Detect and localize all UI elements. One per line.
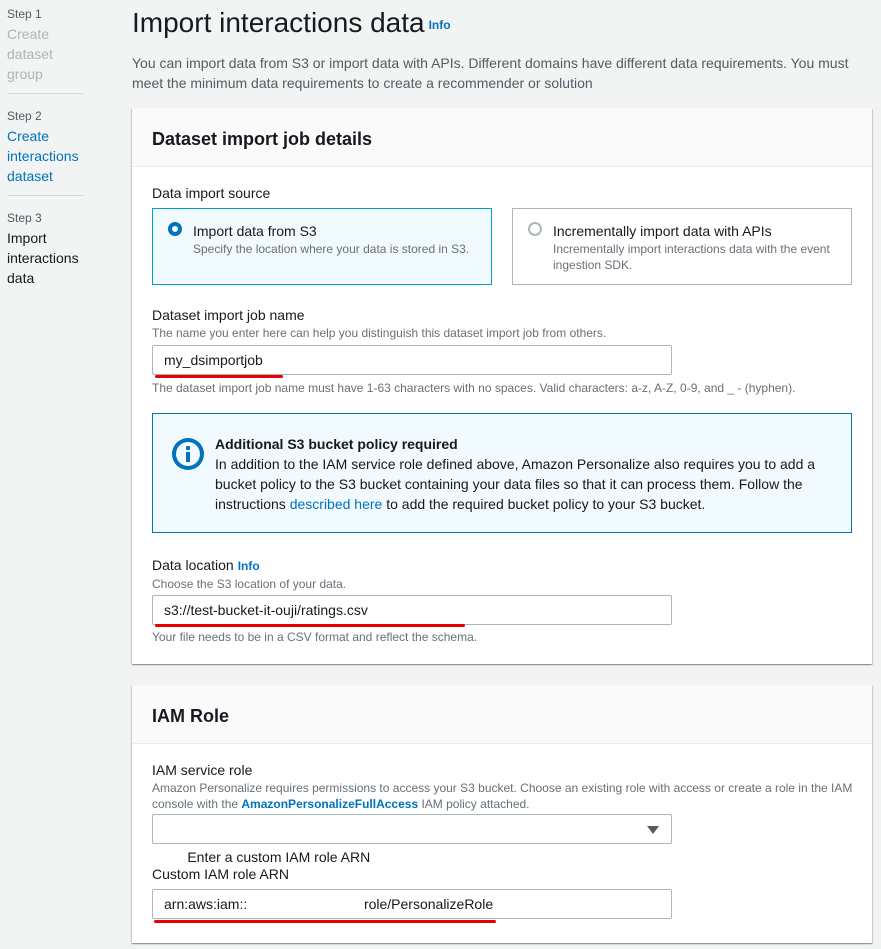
iam-service-role-description: [152, 780, 862, 812]
job-name-input[interactable]: my_dsimportjob: [152, 345, 672, 375]
radio-unselected[interactable]: [528, 222, 542, 236]
job-name-label: Dataset import job name: [152, 307, 305, 323]
step-number: Step 1: [7, 7, 42, 21]
job-name-field: [152, 305, 862, 341]
step-label-current: Import interactions data: [7, 230, 79, 286]
data-location-field: [152, 555, 862, 592]
page-description: You can import data from S3 or import data with APIs. Different domains have different data requirements. You must meet the minimum data requirements to create a recommender or solution: [132, 55, 849, 91]
desc-text-after: IAM policy attached.: [418, 797, 530, 811]
alert-text: [215, 454, 835, 514]
annotation-underline: [155, 375, 283, 378]
step-link[interactable]: Create interactions dataset: [7, 128, 79, 184]
job-name-description: The name you enter here can help you distinguish this dataset import job from others.: [152, 326, 607, 340]
full-access-policy-link[interactable]: AmazonPersonalizeFullAccess: [241, 797, 419, 811]
alert-content: [215, 434, 835, 514]
step-number: Step 3: [7, 211, 42, 225]
page-title-text: Import interactions data: [132, 7, 425, 38]
data-import-source-label: Data import source: [152, 185, 271, 201]
iam-service-role-label: IAM service role: [152, 762, 253, 778]
option-description: Specify the location where your data is stored in S3.: [193, 242, 470, 256]
described-here-link[interactable]: described here: [289, 496, 383, 512]
alert-text-before: In addition to the IAM service role defined above, Amazon Personalize also requires you to add a bucket policy to the S3 bucket containing your data files so that it can process them. Follow the instructions: [215, 456, 816, 512]
option-title: Incrementally import data with APIs: [553, 223, 772, 239]
panel-header: [132, 685, 872, 744]
dataset-import-job-panel: [132, 108, 872, 664]
data-location-constraint: Your file needs to be in a CSV format and reflect the schema.: [152, 630, 478, 644]
bucket-policy-alert: [152, 413, 852, 533]
step-label: Create dataset group: [7, 26, 53, 82]
import-from-s3-option[interactable]: [152, 208, 492, 285]
step-2[interactable]: [7, 102, 83, 196]
data-location-label-text: Data location: [152, 557, 234, 573]
option-description: Incrementally import interactions data with the event ingestion SDK.: [553, 242, 830, 272]
annotation-underline: [155, 624, 465, 627]
radio-selected[interactable]: [168, 222, 182, 236]
info-link[interactable]: Info: [237, 559, 260, 574]
caret-down-icon: [647, 826, 659, 834]
data-location-label: [152, 555, 862, 576]
info-link[interactable]: Info: [428, 17, 451, 32]
step-3: [7, 204, 83, 297]
alert-text-after: to add the required bucket policy to your S3 bucket.: [382, 496, 706, 512]
job-name-constraint: The dataset import job name must have 1-63 characters with no spaces. Valid characters: a-z, A-Z, 0-9, and _ - (hyphen).: [152, 381, 796, 395]
desc-text-before: Amazon Personalize requires permissions to access your S3 bucket. Choose an existing role with access or create a role in the IAM console with the: [152, 781, 853, 811]
iam-role-select[interactable]: [152, 814, 672, 865]
iam-service-role-field: [152, 760, 862, 812]
info-circle-icon: [172, 438, 204, 470]
iam-role-panel: [132, 685, 872, 943]
data-location-description: Choose the S3 location of your data.: [152, 577, 347, 592]
import-with-apis-option[interactable]: [512, 208, 852, 285]
alert-title: Additional S3 bucket policy required: [215, 436, 458, 452]
wizard-steps: [7, 0, 83, 305]
annotation-underline: [154, 920, 496, 923]
step-1: [7, 0, 83, 94]
custom-arn-label: Custom IAM role ARN: [152, 866, 289, 882]
select-value: Enter a custom IAM role ARN: [187, 849, 371, 865]
option-title: Import data from S3: [193, 223, 317, 239]
data-location-input[interactable]: s3://test-bucket-it-ouji/ratings.csv: [152, 595, 672, 625]
panel-heading: Dataset import job details: [152, 129, 373, 149]
step-number: Step 2: [7, 109, 42, 123]
panel-header: [132, 108, 872, 167]
custom-arn-input[interactable]: arn:aws:iam:: role/PersonalizeRole: [152, 889, 672, 919]
page-title: [132, 6, 451, 42]
panel-heading: IAM Role: [152, 706, 230, 726]
